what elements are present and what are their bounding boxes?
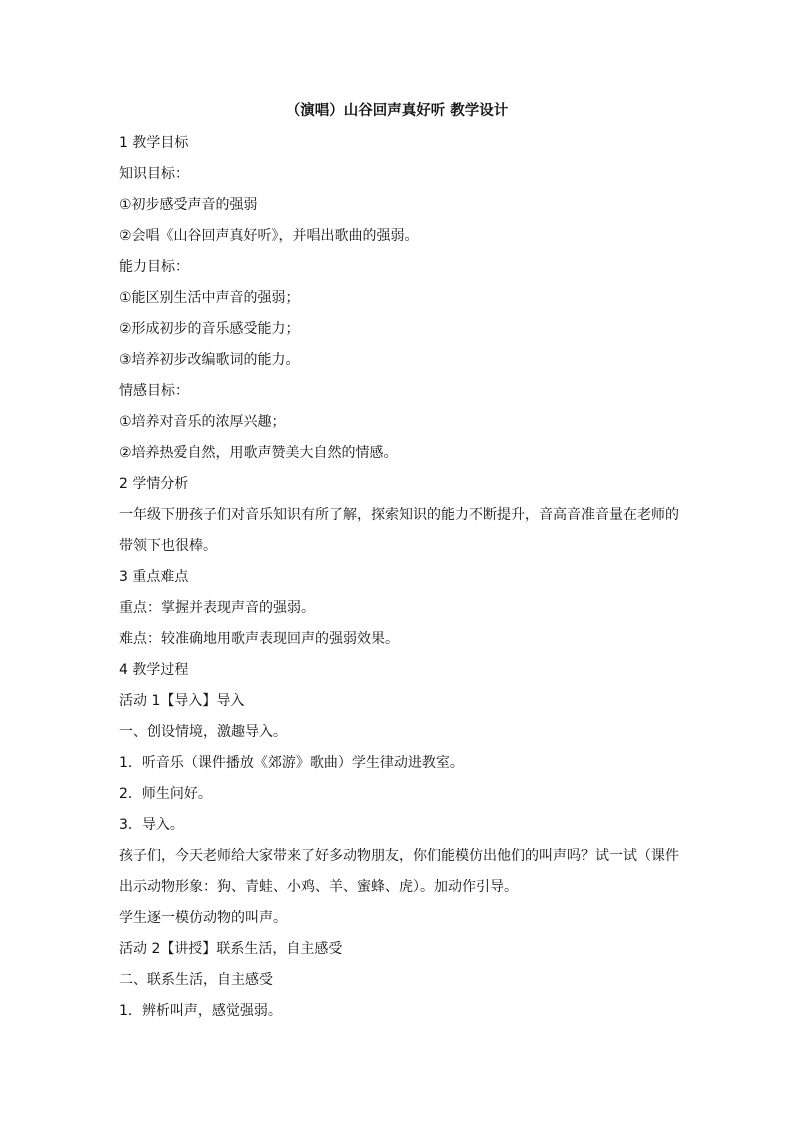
document-body [119,133,679,1032]
section-heading: 3 重点难点 [119,569,189,585]
paragraph-line: 二、联系生活，自主感受 [119,972,273,988]
list-item: ①初步感受声音的强弱 [119,197,258,213]
activity-heading: 活动 2【讲授】联系生活，自主感受 [119,941,343,957]
paragraph-line: 孩子们，今天老师给大家带来了好多动物朋友，你们能模仿出他们的叫声吗？试一试（课件 [119,848,679,864]
list-item: ②培养热爱自然，用歌声赞美大自然的情感。 [119,445,398,461]
list-item: 1．听音乐（课件播放《郊游》歌曲）学生律动进教室。 [119,755,464,771]
paragraph-line: 带领下也很棒。 [119,538,217,554]
document-title: （演唱）山谷回声真好听 教学设计 [285,103,509,119]
list-item: 3．导入。 [119,817,184,833]
list-item: 1．辨析叫声，感觉强弱。 [119,1003,282,1019]
paragraph-line: 难点：较准确地用歌声表现回声的强弱效果。 [119,631,399,647]
list-item: ①培养对音乐的浓厚兴趣； [119,414,286,430]
paragraph-line: 学生逐一模仿动物的叫声。 [119,910,287,926]
subheading: 能力目标： [119,259,189,275]
section-heading: 4 教学过程 [119,662,189,678]
list-item: ①能区别生活中声音的强弱； [119,290,300,306]
paragraph-line: 重点：掌握并表现声音的强弱。 [119,600,315,616]
list-item: ③培养初步改编歌词的能力。 [119,352,300,368]
paragraph-line: 出示动物形象：狗、青蛙、小鸡、羊、蜜蜂、虎）。加动作引导。 [119,879,518,895]
list-item: 2．师生问好。 [119,786,212,802]
section-heading: 1 教学目标 [119,135,189,151]
section-heading: 2 学情分析 [119,476,189,492]
subheading: 知识目标： [119,166,189,182]
list-item: ②会唱《山谷回声真好听》，并唱出歌曲的强弱。 [119,228,419,244]
subheading: 情感目标： [119,383,189,399]
activity-heading: 活动 1【导入】导入 [119,693,245,709]
list-item: ②形成初步的音乐感受能力； [119,321,300,337]
paragraph-line: 一、创设情境，激趣导入。 [119,724,287,740]
paragraph-line: 一年级下册孩子们对音乐知识有所了解，探索知识的能力不断提升，音高音准音量在老师的 [119,507,679,523]
